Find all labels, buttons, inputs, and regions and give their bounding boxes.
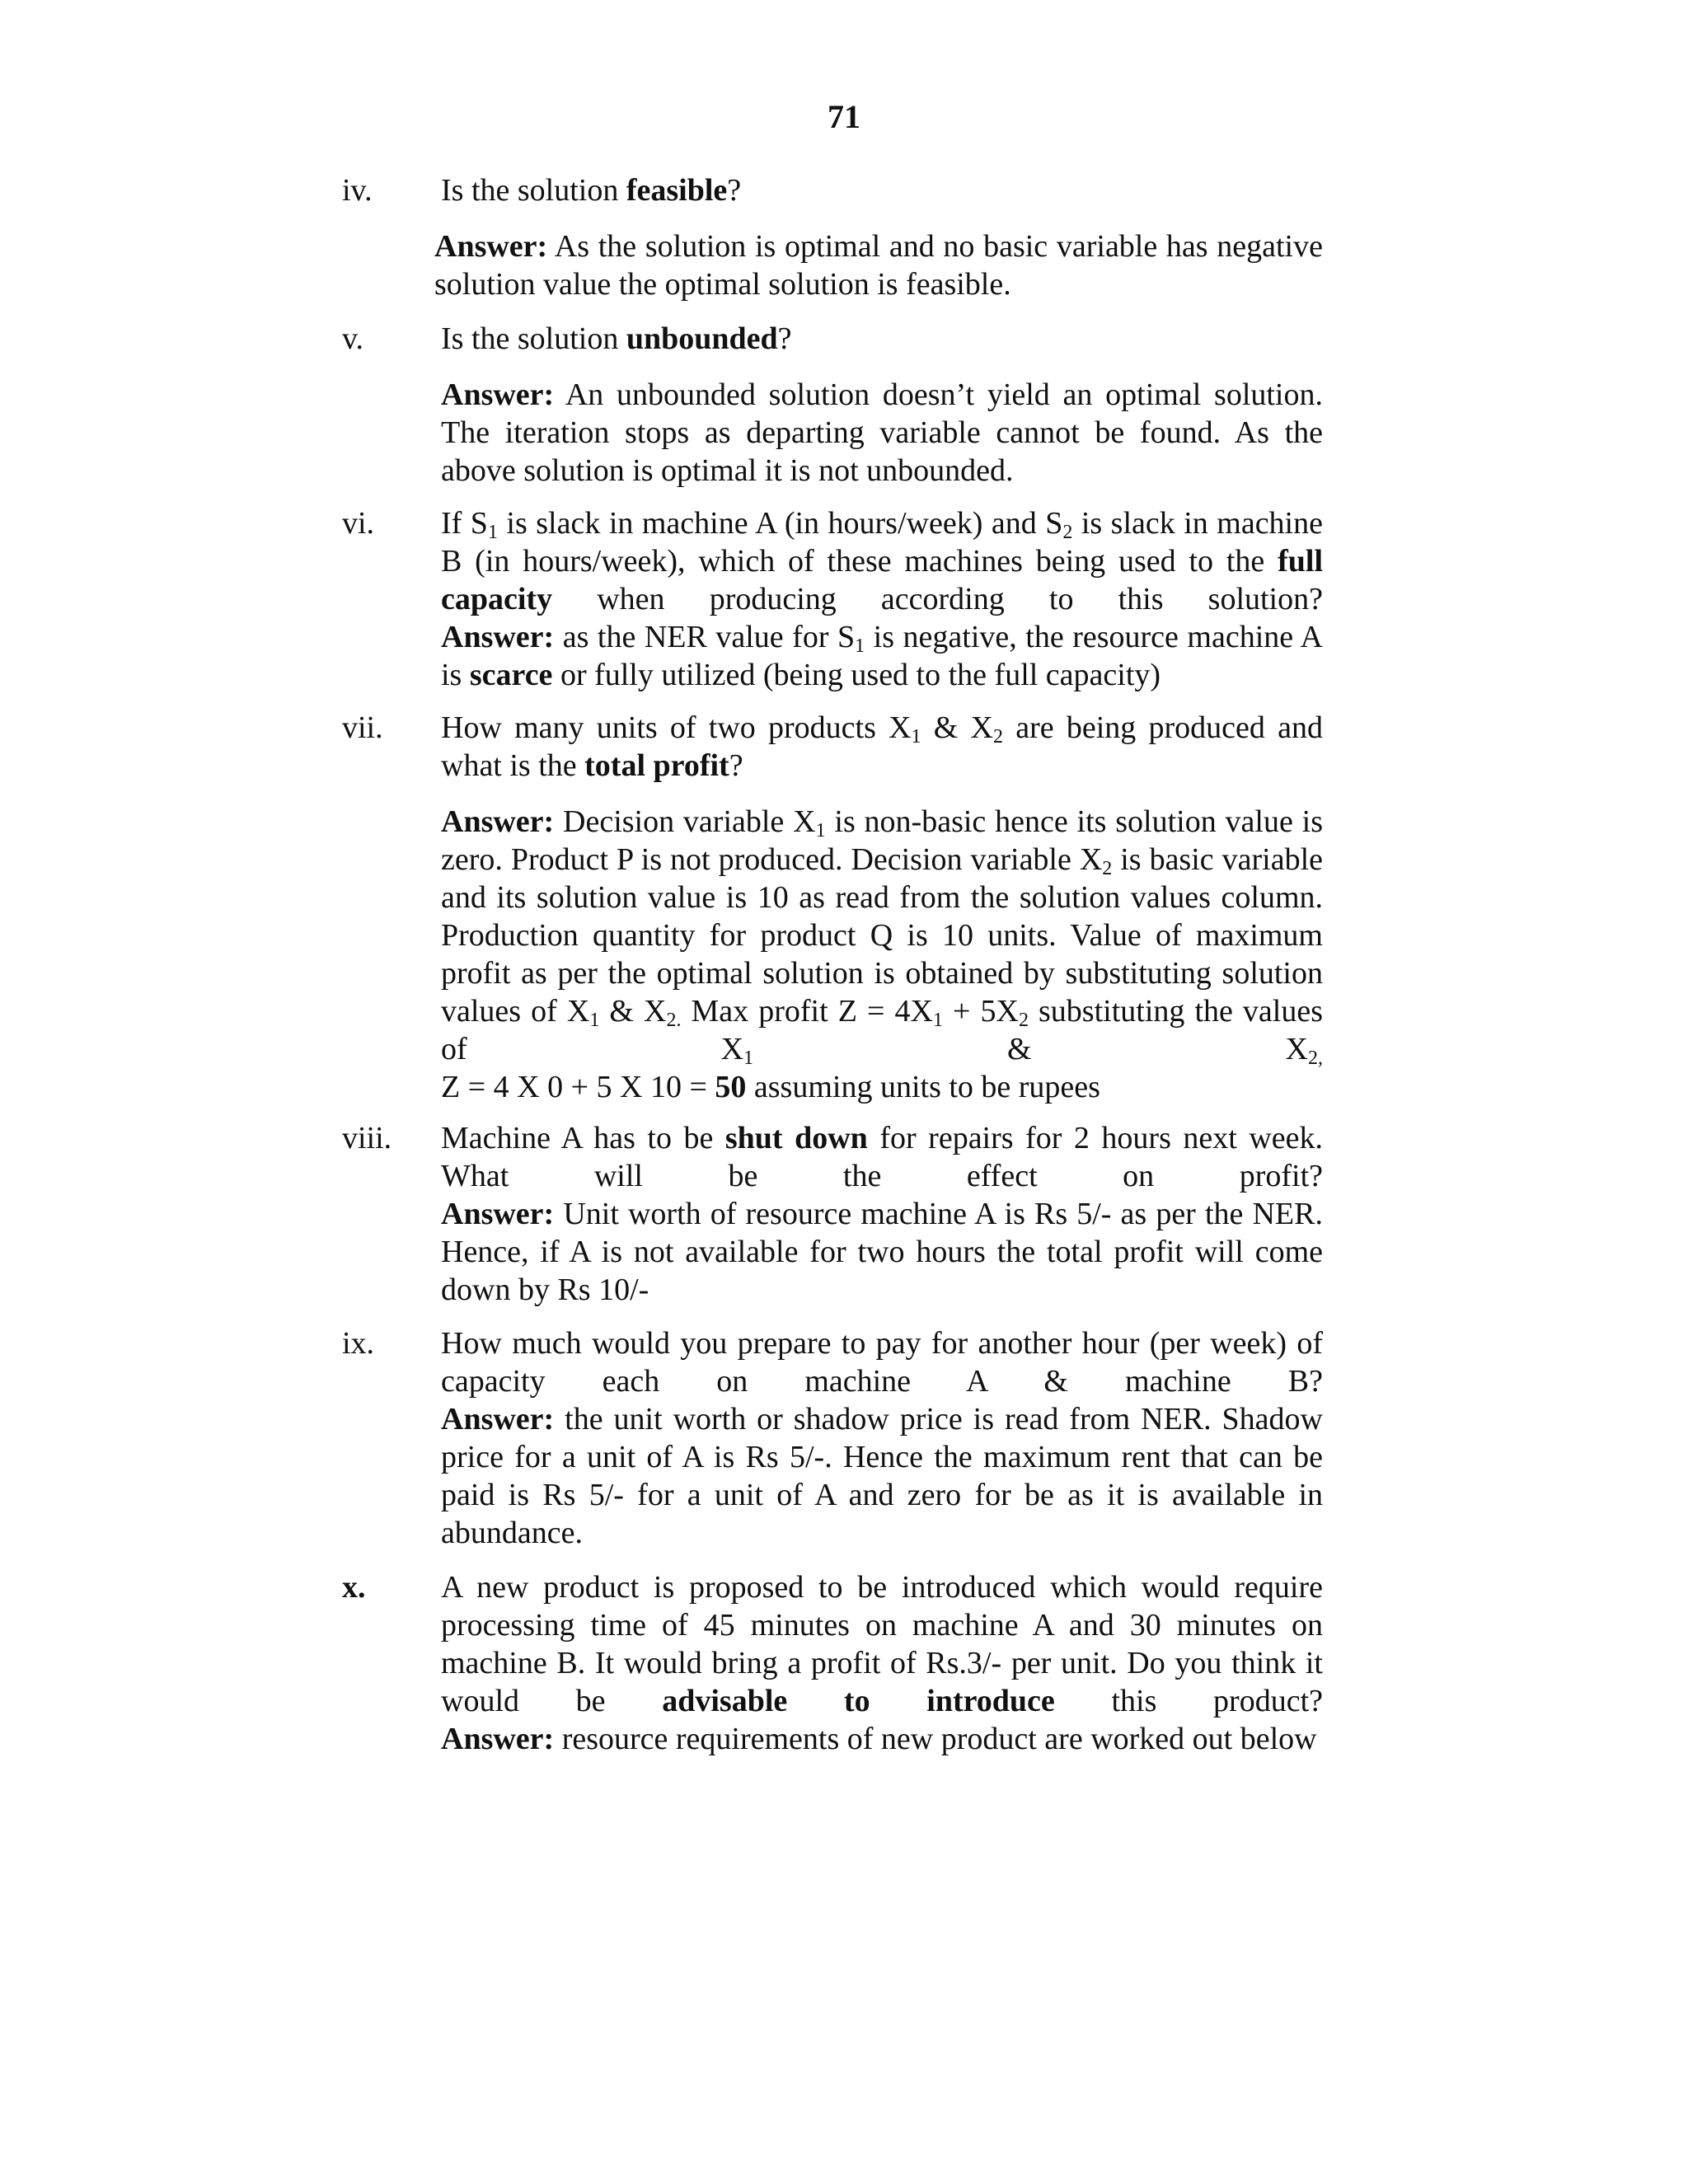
answer-label: Answer:: [441, 804, 555, 839]
item-number: x.: [342, 1570, 366, 1605]
item-content: [441, 320, 1323, 490]
item-number: vii.: [342, 710, 383, 745]
answer-text: Answer: the unit worth or shadow price is read from NER. Shadow price for a unit of A is Rs 5/-. Hence the maximum rent that can be paid is Rs 5/- for a unit of A and zero for be as it is available in abundance.: [441, 1402, 1323, 1550]
answer-text: Answer: resource requirements of new product are worked out below: [441, 1722, 1317, 1756]
answer-label: Answer:: [434, 229, 548, 264]
answer-label: Answer:: [441, 1402, 555, 1436]
question-text: A new product is proposed to be introduced which would require processing time of 45 minutes on machine A and 30 minutes on machine B. It would bring a profit of Rs.3/- per unit. Do you think it would be advisable to introduce this product?: [441, 1570, 1323, 1718]
item-content: [441, 1568, 1323, 1758]
answer-text: Answer: as the NER value for $S_1$ is negative, the resource machine A is scarce or fully utilized (being used to the full capacity): [441, 620, 1323, 692]
item-number: vi.: [342, 506, 375, 541]
question-text: How many units of two products $X_1$ & $X_2$ are being produced and what is the total profit?: [441, 710, 1323, 783]
answer-equation: Z = 4 X 0 + 5 X 10 = 50 assuming units to be rupees: [441, 1070, 1100, 1104]
item-content: [434, 171, 1323, 303]
item-content: [441, 1324, 1323, 1552]
question-text: Is the solution unbounded?: [441, 321, 792, 356]
answer-text: Answer: Decision variable $X_1$ is non-basic hence its solution value is zero. Product P is not produced. Decision variable $X_2$ is basic variable and its solution value is 10 as read from the solution values column. Production quantity for product Q is 10 units. Value of maximum profit as per the optimal solution is obtained by substituting solution values of $X_1$ & $X_{2.}$ Max profit $Z = 4X_1 + 5X_2$ substituting the values of $X_1$ & $X_{2,}$: [441, 804, 1324, 1069]
answer-label: Answer:: [441, 1197, 555, 1231]
item-content: [441, 709, 1323, 1106]
page-number: 71: [828, 98, 860, 135]
question-text: If $S_1$ is slack in machine A (in hours/week) and $S_2$ is slack in machine B (in hours/week), which of these machines being used to the full capacity when producing according to this solution?: [441, 506, 1323, 616]
answer-text: Answer: An unbounded solution doesn’t yield an optimal solution. The iteration stops as departing variable cannot be found. As the above solution is optimal it is not unbounded.: [441, 377, 1323, 488]
question-text: Is the solution feasible?: [441, 173, 742, 208]
answer-label: Answer:: [441, 1722, 555, 1756]
item-number: iv.: [342, 173, 373, 208]
item-content: [441, 1119, 1323, 1309]
question-text: How much would you prepare to pay for another hour (per week) of capacity each on machine A & machine B?: [441, 1326, 1323, 1399]
answer-label: Answer:: [441, 377, 555, 412]
item-number: viii.: [342, 1121, 392, 1155]
answer-text: Answer: As the solution is optimal and no basic variable has negative solution value the optimal solution is feasible.: [434, 229, 1323, 302]
item-content: [441, 504, 1323, 694]
item-number: ix.: [342, 1326, 375, 1361]
question-text: Machine A has to be shut down for repairs for 2 hours next week. What will be the effect on profit?: [441, 1121, 1324, 1193]
item-number: v.: [342, 321, 364, 356]
answer-text: Answer: Unit worth of resource machine A is Rs 5/- as per the NER. Hence, if A is not available for two hours the total profit will come down by Rs 10/-: [441, 1197, 1323, 1307]
answer-label: Answer:: [441, 620, 555, 654]
